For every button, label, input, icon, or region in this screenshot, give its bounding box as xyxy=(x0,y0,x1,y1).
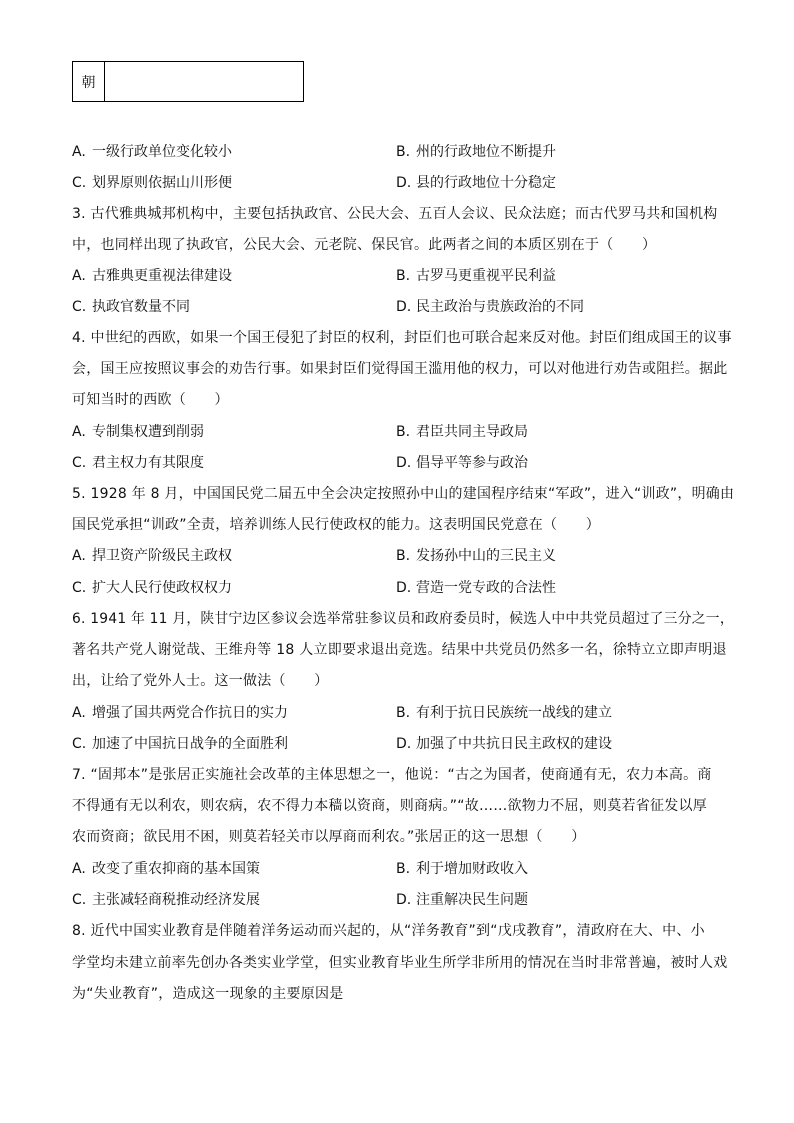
option-text: 加强了中共抗日民主政权的建设 xyxy=(416,736,612,752)
q7-option-a xyxy=(72,859,260,879)
q6-option-a xyxy=(72,703,288,723)
q6-stem-line-3: 出，让给了党外人士。这一做法（ ） xyxy=(72,673,329,689)
option-text: 发扬孙中山的三民主义 xyxy=(416,548,556,564)
q3-option-c xyxy=(72,297,190,317)
option-text: 一级行政单位变化较小 xyxy=(92,144,232,160)
option-text: 划界原则依据山川形便 xyxy=(92,175,232,191)
option-label: B. xyxy=(396,548,411,564)
option-text: 州的行政地位不断提升 xyxy=(416,144,556,160)
q6-option-c xyxy=(72,734,288,754)
q5-stem-line-2: 国民党承担“训政”全责，培养训练人民行使政权的能力。这表明国民党意在（ ） xyxy=(72,517,601,533)
q7-stem-line-2: 不得通有无以利农，则农病，农不得力本穑以资商，则商病。”“故……欲物力不屈，则莫若省征发以厚 xyxy=(72,798,708,814)
option-text: 君臣共同主导政局 xyxy=(416,424,528,440)
q8-stem-line-3: 为“失业教育”，造成这一现象的主要原因是 xyxy=(72,986,344,1002)
option-label: C. xyxy=(72,175,87,191)
option-text: 加速了中国抗日战争的全面胜利 xyxy=(92,736,288,752)
option-label: C. xyxy=(72,736,87,752)
q4-option-b xyxy=(396,422,528,442)
option-label: C. xyxy=(72,455,87,471)
option-label: A. xyxy=(72,705,86,721)
option-text: 主张减轻商税推动经济发展 xyxy=(92,892,260,908)
q8-stem-line-1: 8. 近代中国实业教育是伴随着洋务运动而兴起的，从“洋务教育”到“戊戌教育”，清政府在大、中、小 xyxy=(72,923,705,939)
option-label: B. xyxy=(396,268,411,284)
q3-option-b xyxy=(396,266,556,286)
q5-option-a xyxy=(72,546,232,566)
option-text: 执政官数量不同 xyxy=(92,299,190,315)
option-label: B. xyxy=(396,861,411,877)
option-label: D. xyxy=(396,299,412,315)
q4-option-c xyxy=(72,453,204,473)
q3-stem-line-2: 中，也同样出现了执政官，公民大会、元老院、保民官。此两者之间的本质区别在于（ ） xyxy=(72,237,657,253)
option-label: B. xyxy=(396,424,411,440)
option-label: D. xyxy=(396,736,412,752)
option-text: 扩大人民行使政权权力 xyxy=(92,580,232,596)
dynasty-table xyxy=(72,61,304,102)
q4-stem-line-3: 可知当时的西欧（ ） xyxy=(72,392,229,408)
q2-option-d xyxy=(396,173,556,193)
option-label: A. xyxy=(72,548,86,564)
q4-stem-line-2: 会，国王应按照议事会的劝告行事。如果封臣们觉得国王滥用他的权力，可以对他进行劝告或阻拦。据此 xyxy=(72,361,728,377)
option-label: A. xyxy=(72,861,86,877)
option-label: C. xyxy=(72,892,87,908)
option-label: C. xyxy=(72,580,87,596)
option-label: D. xyxy=(396,892,412,908)
option-label: C. xyxy=(72,299,87,315)
q3-stem-line-1: 3. 古代雅典城邦机构中，主要包括执政官、公民大会、五百人会议、民众法庭；而古代罗马共和国机构 xyxy=(72,206,718,222)
q6-stem-line-2: 著名共产党人谢觉哉、王维舟等 18 人立即要求退出竞选。结果中共党员仍然多一名，徐特立立即声明退 xyxy=(72,642,727,658)
option-text: 改变了重农抑商的基本国策 xyxy=(92,861,260,877)
q6-stem-line-1: 6. 1941 年 11 月，陕甘宁边区参议会选举常驻参议员和政府委员时，候选人中中共党员超过了三分之一， xyxy=(72,611,734,627)
q2-option-a xyxy=(72,142,232,162)
option-text: 君主权力有其限度 xyxy=(92,455,204,471)
q5-option-c xyxy=(72,578,232,598)
option-label: A. xyxy=(72,144,86,160)
option-text: 有利于抗日民族统一战线的建立 xyxy=(416,705,612,721)
q7-option-d xyxy=(396,890,528,910)
option-label: B. xyxy=(396,144,411,160)
option-text: 利于增加财政收入 xyxy=(416,861,528,877)
q7-stem-line-3: 农而资商；欲民用不困，则莫若轻关市以厚商而利农。”张居正的这一思想（ ） xyxy=(72,829,586,845)
option-label: A. xyxy=(72,424,86,440)
option-label: D. xyxy=(396,455,412,471)
option-text: 增强了国共两党合作抗日的实力 xyxy=(92,705,288,721)
option-label: D. xyxy=(396,175,412,191)
option-label: B. xyxy=(396,705,411,721)
q7-option-b xyxy=(396,859,528,879)
q6-option-b xyxy=(396,703,612,723)
q5-stem-line-1: 5. 1928 年 8 月，中国国民党二届五中全会决定按照孙中山的建国程序结束“军政”，进入“训政”，明确由 xyxy=(72,486,735,502)
option-text: 古雅典更重视法律建设 xyxy=(92,268,232,284)
option-label: D. xyxy=(396,580,412,596)
option-text: 捍卫资产阶级民主政权 xyxy=(92,548,232,564)
option-text: 县的行政地位十分稳定 xyxy=(416,175,556,191)
q2-option-c xyxy=(72,173,232,193)
q4-option-a xyxy=(72,422,204,442)
option-text: 民主政治与贵族政治的不同 xyxy=(416,299,584,315)
q3-option-d xyxy=(396,297,584,317)
table-cell-dynasty: 朝 xyxy=(73,62,105,101)
table-cell-empty xyxy=(105,62,303,101)
q8-stem-line-2: 学堂均未建立前率先创办各类实业学堂，但实业教育毕业生所学非所用的情况在当时非常普遍，被时人戏 xyxy=(72,955,728,971)
option-text: 专制集权遭到削弱 xyxy=(92,424,204,440)
option-label: A. xyxy=(72,268,86,284)
option-text: 注重解决民生问题 xyxy=(416,892,528,908)
option-text: 倡导平等参与政治 xyxy=(416,455,528,471)
option-text: 营造一党专政的合法性 xyxy=(416,580,556,596)
q6-option-d xyxy=(396,734,612,754)
q4-stem-line-1: 4. 中世纪的西欧，如果一个国王侵犯了封臣的权利，封臣们也可联合起来反对他。封臣们组成国王的议事 xyxy=(72,330,732,346)
q2-option-b xyxy=(396,142,556,162)
q4-option-d xyxy=(396,453,528,473)
q7-stem-line-1: 7. “固邦本”是张居正实施社会改革的主体思想之一，他说：“古之为国者，使商通有无，农力本高。商 xyxy=(72,767,712,783)
option-text: 古罗马更重视平民利益 xyxy=(416,268,556,284)
q3-option-a xyxy=(72,266,232,286)
q7-option-c xyxy=(72,890,260,910)
q5-option-d xyxy=(396,578,556,598)
q5-option-b xyxy=(396,546,556,566)
